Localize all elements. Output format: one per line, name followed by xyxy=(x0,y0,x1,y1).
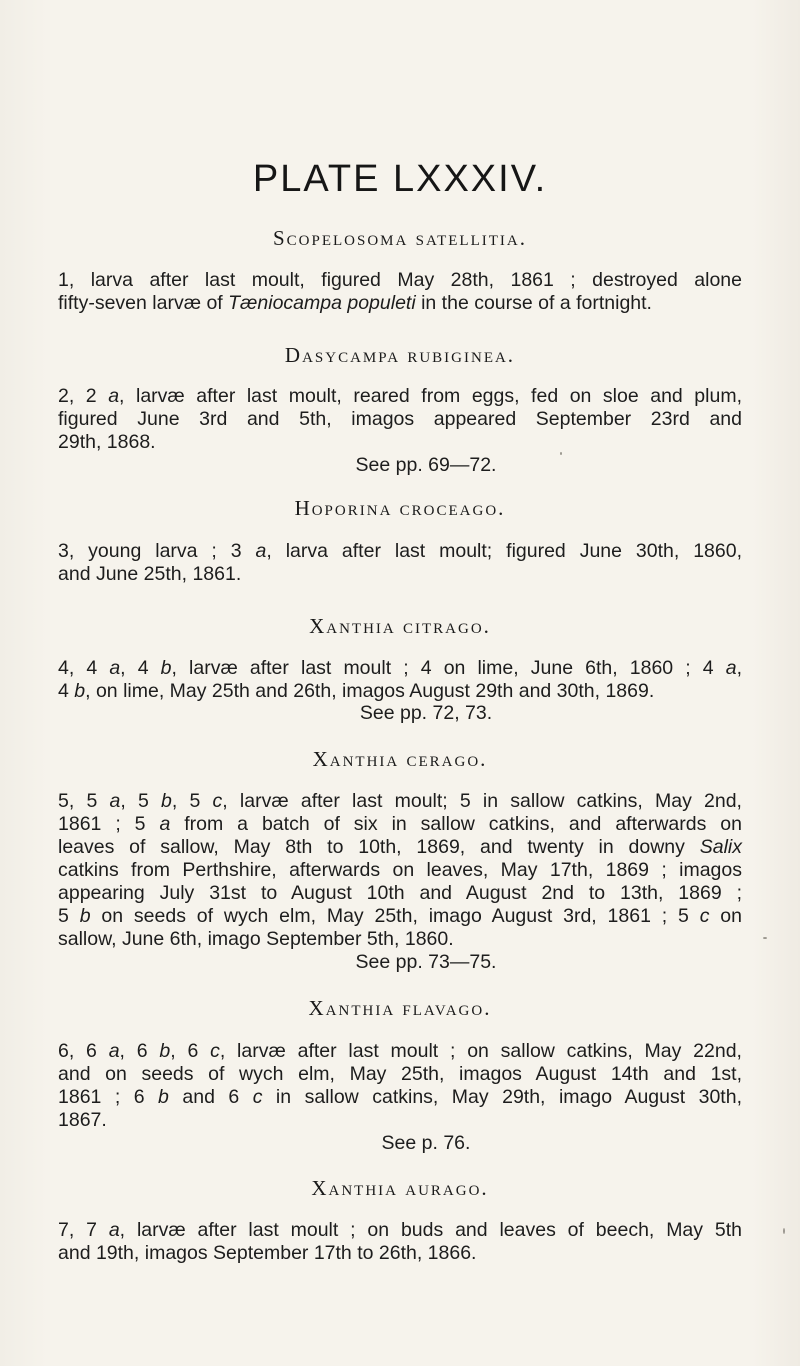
description-xanthia-aurago xyxy=(58,1219,742,1265)
description-scopelosoma-satellitia xyxy=(58,269,742,315)
text-line: 1861 ; 5 a from a batch of six in sallow catkins, and afterwards on xyxy=(58,813,742,835)
text-line: 7, 7 a, larvæ after last moult ; on buds and leaves of beech, May 5th xyxy=(58,1219,742,1241)
paper-speck xyxy=(763,937,767,939)
heading-text: Hoporina croceago. xyxy=(294,496,506,520)
text-line: 6, 6 a, 6 b, 6 c, larvæ after last moult ; on sallow catkins, May 22nd, xyxy=(58,1040,742,1062)
text-line: and on seeds of wych elm, May 25th, imagos August 14th and 1st, xyxy=(58,1063,742,1085)
heading-text: Scopelosoma satellitia. xyxy=(272,226,527,250)
section-heading-xanthia-flavago xyxy=(0,996,800,1021)
description-xanthia-cerago xyxy=(58,790,742,951)
text-line: 5 b on seeds of wych elm, May 25th, imago August 3rd, 1861 ; 5 c on xyxy=(58,905,742,927)
description-hoporina-croceago xyxy=(58,540,742,586)
heading-text: Xanthia flavago. xyxy=(308,996,492,1020)
paper-speck xyxy=(783,1228,785,1234)
plate-title: PLATE LXXXIV. xyxy=(252,158,548,200)
text-line: 1861 ; 6 b and 6 c in sallow catkins, May 29th, imago August 30th, xyxy=(58,1086,742,1108)
section-heading-xanthia-aurago xyxy=(0,1176,800,1201)
text-line xyxy=(58,292,742,315)
text-line: 2, 2 a, larvæ after last moult, reared from eggs, fed on sloe and plum, xyxy=(58,385,742,407)
heading-text: Dasycampa rubiginea. xyxy=(284,343,516,367)
text-line-rich: fifty-seven larvæ of Tæniocampa populeti in the course of a fortnight. xyxy=(58,292,652,314)
heading-text: Xanthia aurago. xyxy=(311,1176,489,1200)
text-line: sallow, June 6th, imago September 5th, 1860. xyxy=(58,928,454,950)
text-line: 4 b, on lime, May 25th and 26th, imagos August 29th and 30th, 1869. xyxy=(58,680,655,702)
text-line: 4, 4 a, 4 b, larvæ after last moult ; 4 on lime, June 6th, 1860 ; 4 a, xyxy=(58,657,742,679)
heading-text: Xanthia citrago. xyxy=(309,614,491,638)
text-line: 1867. xyxy=(58,1109,107,1131)
text-line: catkins from Perthshire, afterwards on leaves, May 17th, 1869 ; imagos xyxy=(58,859,742,881)
section-heading-xanthia-citrago xyxy=(0,614,800,639)
description-xanthia-flavago xyxy=(58,1040,742,1132)
text-line: 5, 5 a, 5 b, 5 c, larvæ after last moult; 5 in sallow catkins, May 2nd, xyxy=(58,790,742,812)
text-line: and June 25th, 1861. xyxy=(58,563,242,585)
section-heading-scopelosoma-satellitia xyxy=(0,226,800,251)
see-pages-reference: See pp. 73—75. xyxy=(355,951,497,973)
section-heading-dasycampa-rubiginea xyxy=(0,343,800,368)
section-heading-xanthia-cerago xyxy=(0,747,800,772)
text-line: and 19th, imagos September 17th to 26th, 1866. xyxy=(58,1242,477,1264)
see-pages-reference: See pp. 72, 73. xyxy=(359,702,493,724)
text-line: leaves of sallow, May 8th to 10th, 1869, and twenty in downy Salix xyxy=(58,836,742,858)
description-dasycampa-rubiginea xyxy=(58,385,742,454)
text-line: appearing July 31st to August 10th and August 2nd to 13th, 1869 ; xyxy=(58,882,742,904)
text-line: 29th, 1868. xyxy=(58,431,156,453)
see-pages-reference: See pp. 69—72. xyxy=(355,454,497,476)
text-line: 3, young larva ; 3 a, larva after last moult; figured June 30th, 1860, xyxy=(58,540,742,562)
description-xanthia-citrago xyxy=(58,657,742,703)
see-pages-reference: See p. 76. xyxy=(381,1132,471,1154)
heading-text: Xanthia cerago. xyxy=(312,747,488,771)
section-heading-hoporina-croceago xyxy=(0,496,800,521)
paper-speck xyxy=(560,452,562,455)
text-line: figured June 3rd and 5th, imagos appeared September 23rd and xyxy=(58,408,742,430)
text-line: 1, larva after last moult, figured May 28th, 1861 ; destroyed alone xyxy=(58,269,742,291)
